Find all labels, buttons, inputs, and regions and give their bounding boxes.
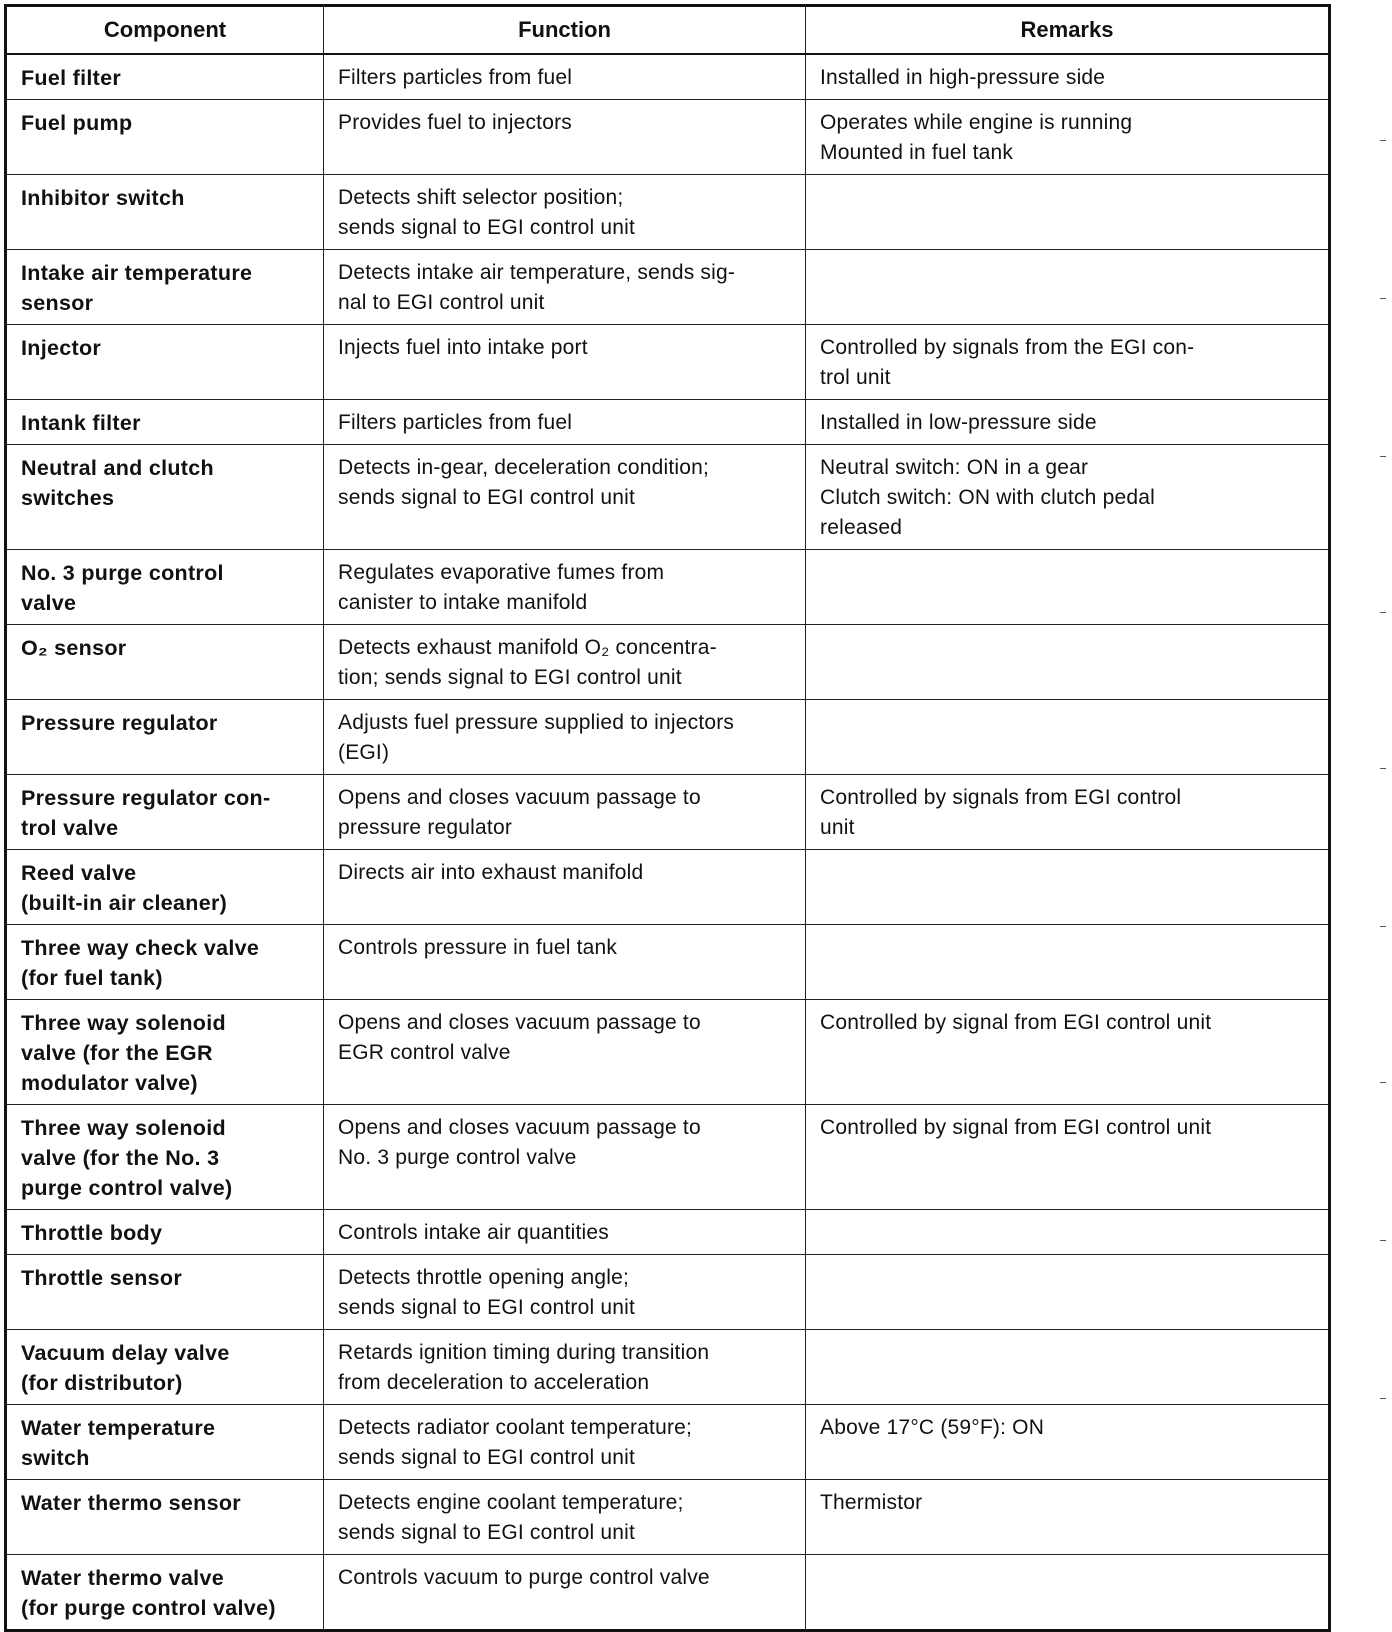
component-cell: O₂ sensor [6,625,324,700]
header-component: Component [6,6,324,55]
function-cell: Detects exhaust manifold O₂ concentra- tion; sends signal to EGI control unit [324,625,806,700]
table-row [6,550,1330,625]
component-cell: Water thermo sensor [6,1480,324,1555]
component-cell: Water temperature switch [6,1405,324,1480]
component-cell: Three way solenoid valve (for the EGR modulator valve) [6,1000,324,1105]
component-cell: Reed valve (built-in air cleaner) [6,850,324,925]
table-row [6,1000,1330,1105]
margin-tick-mark [1380,140,1386,141]
component-cell: Inhibitor switch [6,175,324,250]
function-cell: Filters particles from fuel [324,400,806,445]
function-cell: Regulates evaporative fumes from canister to intake manifold [324,550,806,625]
component-cell: Pressure regulator [6,700,324,775]
component-cell: Neutral and clutch switches [6,445,324,550]
function-cell: Injects fuel into intake port [324,325,806,400]
table-row [6,400,1330,445]
table-row [6,175,1330,250]
table-row [6,625,1330,700]
component-cell: Intake air temperature sensor [6,250,324,325]
table-row [6,1405,1330,1480]
remarks-cell [806,1210,1330,1255]
margin-tick-mark [1380,926,1386,927]
remarks-cell [806,1255,1330,1330]
table-row [6,445,1330,550]
margin-tick-mark [1380,298,1386,299]
margin-tick-mark [1380,1240,1386,1241]
function-cell: Filters particles from fuel [324,54,806,100]
component-cell: Three way check valve (for fuel tank) [6,925,324,1000]
remarks-cell [806,925,1330,1000]
remarks-cell: Neutral switch: ON in a gear Clutch switch: ON with clutch pedal released [806,445,1330,550]
function-cell: Opens and closes vacuum passage to No. 3 purge control valve [324,1105,806,1210]
remarks-cell: Thermistor [806,1480,1330,1555]
component-cell: Intank filter [6,400,324,445]
component-cell: Pressure regulator con- trol valve [6,775,324,850]
table-row [6,1210,1330,1255]
function-cell: Detects intake air temperature, sends sig- nal to EGI control unit [324,250,806,325]
table-row [6,1330,1330,1405]
header-remarks: Remarks [806,6,1330,55]
margin-tick-mark [1380,1082,1386,1083]
table-body [6,54,1330,1631]
remarks-cell [806,550,1330,625]
table-row [6,250,1330,325]
margin-tick-mark [1380,612,1386,613]
component-cell: Throttle body [6,1210,324,1255]
table-row [6,100,1330,175]
table-row [6,54,1330,100]
function-cell: Opens and closes vacuum passage to pressure regulator [324,775,806,850]
table-row [6,1105,1330,1210]
function-cell: Controls intake air quantities [324,1210,806,1255]
component-cell: Fuel filter [6,54,324,100]
remarks-cell: Controlled by signals from the EGI con- trol unit [806,325,1330,400]
remarks-cell [806,625,1330,700]
function-cell: Controls vacuum to purge control valve [324,1555,806,1631]
component-cell: Injector [6,325,324,400]
function-cell: Detects radiator coolant temperature; sends signal to EGI control unit [324,1405,806,1480]
component-cell: Three way solenoid valve (for the No. 3 purge control valve) [6,1105,324,1210]
remarks-cell: Operates while engine is running Mounted in fuel tank [806,100,1330,175]
remarks-cell: Installed in low-pressure side [806,400,1330,445]
function-cell: Detects engine coolant temperature; sends signal to EGI control unit [324,1480,806,1555]
remarks-cell: Above 17°C (59°F): ON [806,1405,1330,1480]
remarks-cell: Controlled by signals from EGI control unit [806,775,1330,850]
function-cell: Retards ignition timing during transition from deceleration to acceleration [324,1330,806,1405]
remarks-cell [806,1555,1330,1631]
table-header [6,6,1330,55]
remarks-cell [806,250,1330,325]
function-cell: Controls pressure in fuel tank [324,925,806,1000]
table-row [6,850,1330,925]
component-cell: Throttle sensor [6,1255,324,1330]
table-row [6,325,1330,400]
table-row [6,1255,1330,1330]
component-cell: No. 3 purge control valve [6,550,324,625]
component-cell: Vacuum delay valve (for distributor) [6,1330,324,1405]
remarks-cell [806,1330,1330,1405]
table-row [6,775,1330,850]
component-function-table [4,4,1331,1632]
margin-tick-mark [1380,768,1386,769]
remarks-cell: Installed in high-pressure side [806,54,1330,100]
margin-tick-mark [1380,1398,1386,1399]
table-row [6,925,1330,1000]
table-row [6,1555,1330,1631]
header-row [6,6,1330,55]
function-cell: Detects in-gear, deceleration condition; sends signal to EGI control unit [324,445,806,550]
margin-tick-mark [1380,456,1386,457]
remarks-cell [806,700,1330,775]
function-cell: Opens and closes vacuum passage to EGR control valve [324,1000,806,1105]
table-row [6,700,1330,775]
component-cell: Fuel pump [6,100,324,175]
function-cell: Detects shift selector position; sends signal to EGI control unit [324,175,806,250]
remarks-cell [806,850,1330,925]
function-cell: Directs air into exhaust manifold [324,850,806,925]
function-cell: Detects throttle opening angle; sends signal to EGI control unit [324,1255,806,1330]
function-cell: Provides fuel to injectors [324,100,806,175]
function-cell: Adjusts fuel pressure supplied to injectors (EGI) [324,700,806,775]
remarks-cell: Controlled by signal from EGI control unit [806,1000,1330,1105]
remarks-cell: Controlled by signal from EGI control unit [806,1105,1330,1210]
component-cell: Water thermo valve (for purge control valve) [6,1555,324,1631]
header-function: Function [324,6,806,55]
table-row [6,1480,1330,1555]
remarks-cell [806,175,1330,250]
